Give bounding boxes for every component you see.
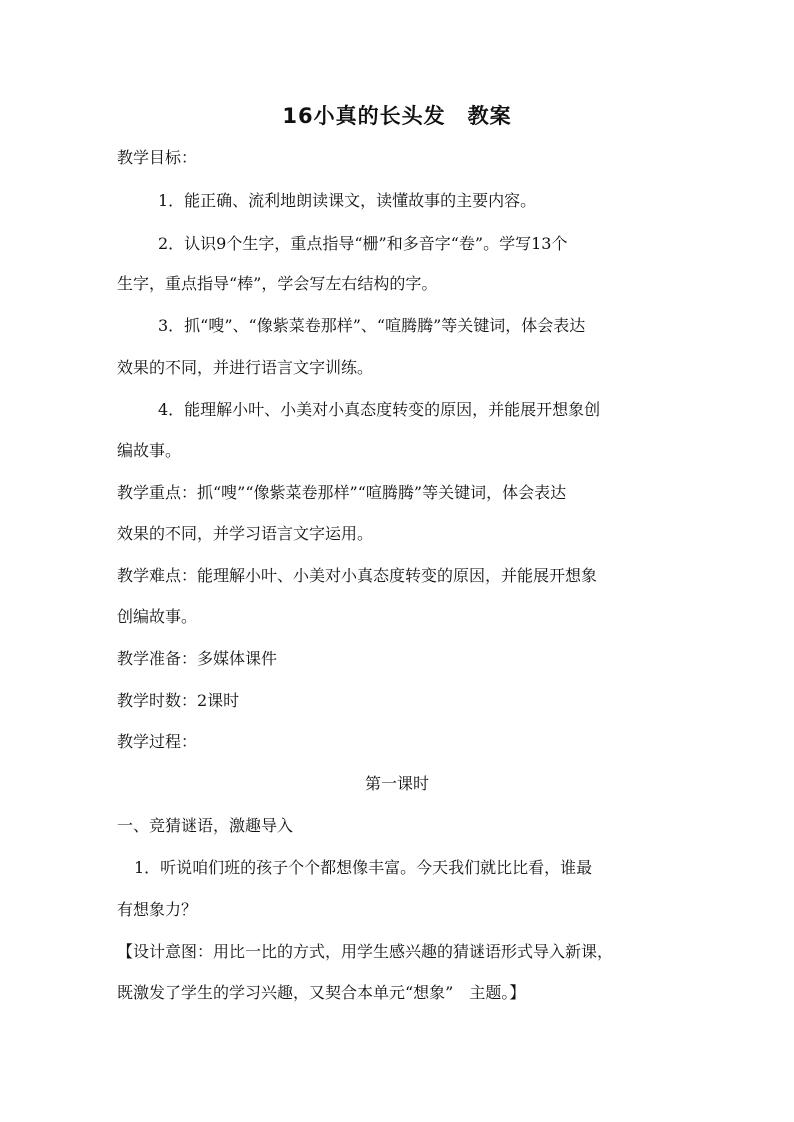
objectives-heading: 教学目标： [117, 148, 198, 167]
design-intent-line-2: 既激发了学生的学习兴趣，又契合本单元“想象” 主题。】 [117, 983, 526, 1002]
lesson-title: 第一课时 [364, 774, 429, 793]
objective-3-line-1: 3．抓“嗖”、“像紫菜卷那样”、“喧腾腾”等关键词，体会表达 [158, 316, 586, 335]
design-intent-line-1: 【设计意图：用比一比的方式，用学生感兴趣的猜谜语形式导入新课， [117, 942, 614, 961]
objective-4-line-1: 4．能理解小叶、小美对小真态度转变的原因，并能展开想象创 [158, 400, 601, 419]
objective-2-line-1: 2．认识9个生字，重点指导“栅”和多音字“卷”。学写13个 [158, 234, 568, 253]
difficulties-line-1: 教学难点：能理解小叶、小美对小真态度转变的原因，并能展开想象 [117, 566, 598, 585]
section-1-item-1-line-2: 有想象力？ [117, 900, 198, 919]
section-1-item-1-line-1: 1．听说咱们班的孩子个个都想像丰富。今天我们就比比看，谁最 [134, 858, 593, 877]
key-points-line-1: 教学重点：抓“嗖”“像紫菜卷那样”“喧腾腾”等关键词，体会表达 [117, 483, 567, 502]
difficulties-line-2: 创编故事。 [117, 607, 198, 626]
objective-2-line-2: 生字，重点指导“棒”，学会写左右结构的字。 [117, 274, 438, 293]
document-title: 16小真的长头发 教案 [282, 104, 512, 128]
objective-1-line-1: 1．能正确、流利地朗读课文，读懂故事的主要内容。 [158, 191, 537, 210]
hours-line: 教学时数：2课时 [117, 691, 240, 710]
section-1-heading: 一、竞猜谜语，激趣导入 [117, 816, 294, 835]
objective-3-line-2: 效果的不同，并进行语言文字训练。 [117, 358, 374, 377]
process-heading: 教学过程： [117, 732, 198, 751]
objective-4-line-2: 编故事。 [117, 441, 182, 460]
preparation-line: 教学准备：多媒体课件 [117, 649, 278, 668]
key-points-line-2: 效果的不同，并学习语言文字运用。 [117, 524, 374, 543]
